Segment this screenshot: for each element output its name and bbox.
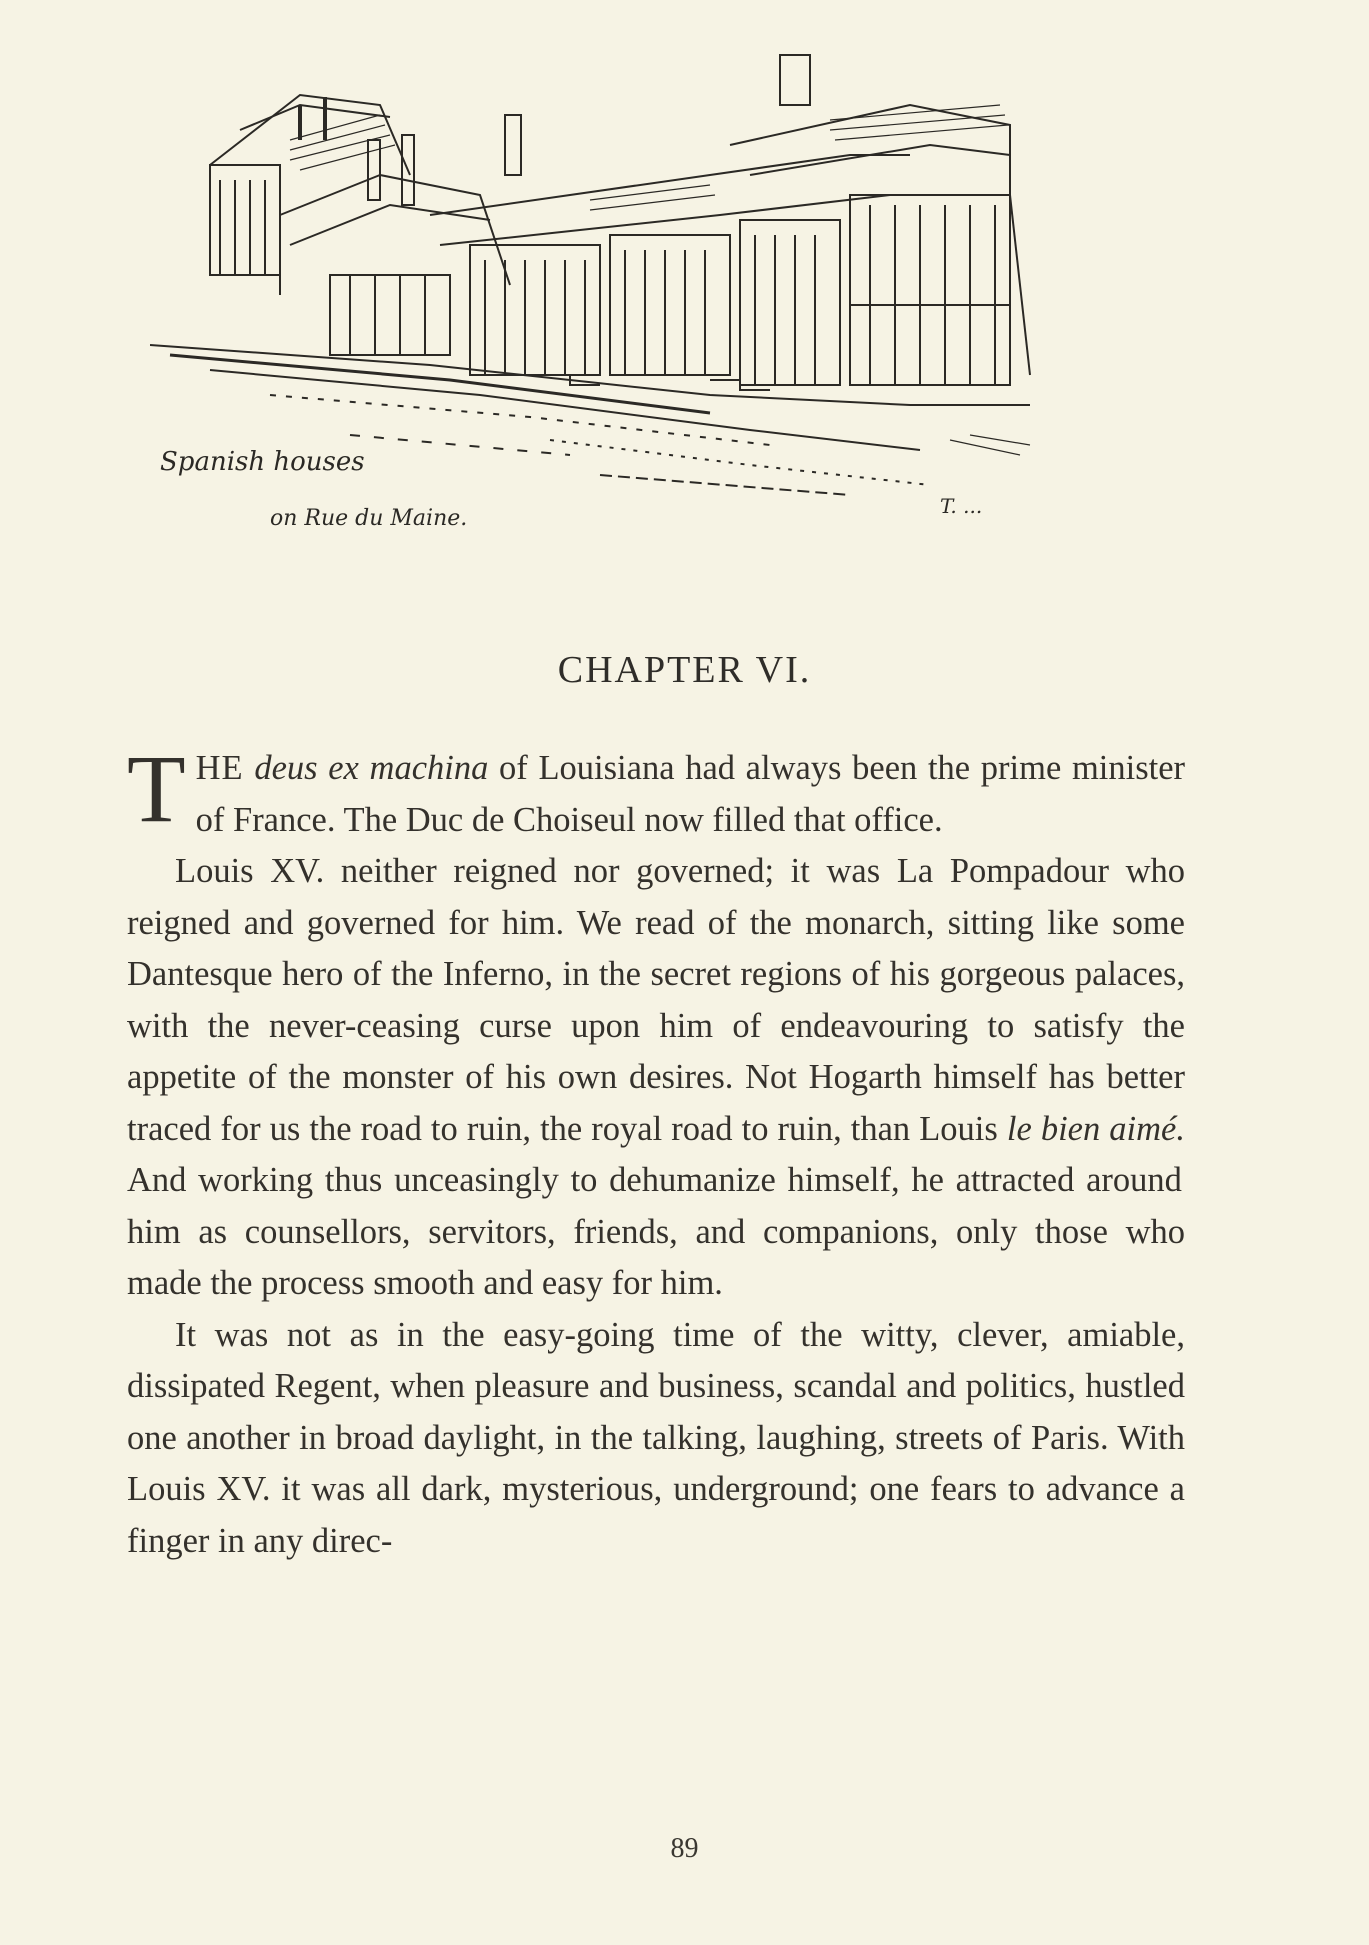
paragraph-3: It was not as in the easy-going time of the witty, clever, amiable, dissipated Regent, when pleasure and business, scandal and politics, hustled one another in broad daylight, in the talking, laughing, streets of Paris. With Louis XV. it was all dark, mysterious, underground; one fears to advance a finger in any direc-	[127, 1315, 1185, 1560]
paragraph-2-before-italic: Louis XV. neither reigned nor governed; it was La Pompadour who reigned and governed for him. We read of the monarch, sitting like some Dantesque hero of the Inferno, in the secret regions of his gorgeous palaces, with the never-ceasing curse upon him of endeavouring to satisfy the appetite of the monster of his own desires. Not Hogarth himself has better traced for us the road to ruin, the royal road to ruin, than Louis	[127, 852, 1185, 1148]
street-illustration	[150, 45, 1160, 565]
illustration-caption-line1: Spanish houses	[160, 447, 365, 477]
illustration-signature: T. ...	[940, 494, 983, 518]
chapter-title: CHAPTER VI.	[557, 649, 812, 691]
paragraph-1-rest: of Louisiana had always been the prime minister of France. The Duc de Choiseul now filled that office.	[195, 749, 1186, 839]
illustration-caption-line2: on Rue du Maine.	[270, 506, 468, 531]
paragraph-2	[127, 846, 1185, 1310]
drop-cap: T	[127, 735, 186, 842]
spanish-houses-drawing	[150, 45, 1160, 565]
paragraph-1-lead: HE	[195, 749, 244, 787]
paragraph-1-italic: deus ex machina	[254, 749, 489, 787]
paragraph-2-italic: le bien aimé.	[1006, 1109, 1185, 1148]
page-number: 89	[670, 1833, 699, 1864]
body-text	[127, 735, 1186, 1567]
paragraph-1	[127, 735, 1186, 846]
paragraph-2-after-italic: And working thus unceasingly to dehumanize himself, he attracted around him as counsellors, servitors, friends, and companions, only those who made the process smooth and easy for him.	[127, 1161, 1185, 1302]
